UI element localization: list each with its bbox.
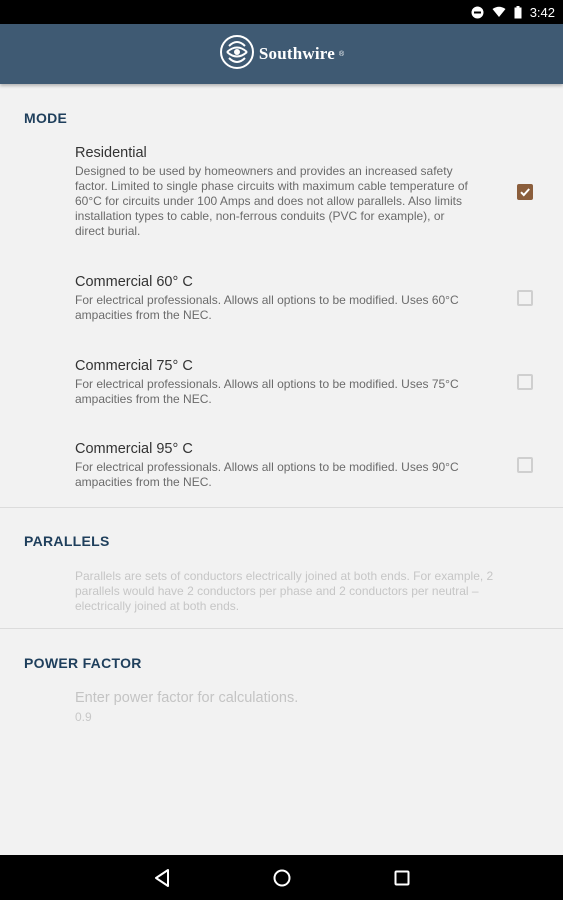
parallels-setting[interactable] <box>75 567 530 614</box>
mode-option-commercial-60[interactable] <box>75 273 475 323</box>
option-title: Commercial 75° C <box>75 358 193 374</box>
option-description: For electrical professionals. Allows all options to be modified. Uses 75°C ampacities from the NEC. <box>75 377 459 406</box>
section-divider <box>0 628 563 629</box>
status-bar <box>0 0 563 24</box>
brand-reg: ® <box>338 50 345 58</box>
power-factor-value: 0.9 <box>75 710 92 724</box>
southwire-logo-icon <box>219 34 255 75</box>
mode-header: MODE <box>24 110 68 126</box>
section-divider <box>0 507 563 508</box>
brand-name: Southwire <box>258 44 335 63</box>
recents-icon[interactable] <box>387 863 417 893</box>
commercial-95-checkbox[interactable] <box>517 457 533 473</box>
app-bar <box>0 24 563 84</box>
option-title: Commercial 60° C <box>75 274 193 290</box>
option-description: For electrical professionals. Allows all options to be modified. Uses 60°C ampacities from the NEC. <box>75 293 459 322</box>
mode-option-residential[interactable] <box>75 144 475 239</box>
option-title: Commercial 95° C <box>75 441 193 457</box>
settings-content <box>0 84 563 855</box>
home-icon[interactable] <box>267 863 297 893</box>
parallels-header: PARALLELS <box>24 533 110 549</box>
wifi-icon <box>492 6 506 18</box>
residential-checkbox[interactable] <box>517 184 533 200</box>
battery-icon <box>514 6 522 19</box>
mode-option-commercial-75[interactable] <box>75 357 475 407</box>
check-icon <box>519 186 531 198</box>
brand-logo <box>219 34 344 75</box>
commercial-75-checkbox[interactable] <box>517 374 533 390</box>
navigation-bar <box>0 855 563 900</box>
do-not-disturb-icon <box>471 6 484 19</box>
mode-option-commercial-95[interactable] <box>75 440 475 490</box>
power-factor-title[interactable]: Enter power factor for calculations. <box>75 690 299 706</box>
parallels-description: Parallels are sets of conductors electrically joined at both ends. For example, 2 parallels would have 2 conductors per phase and 2 conductors per neutral – electrically joined at both ends. <box>75 569 494 613</box>
back-icon[interactable] <box>147 863 177 893</box>
option-title: Residential <box>75 145 147 161</box>
power-factor-header: POWER FACTOR <box>24 655 142 671</box>
option-description: For electrical professionals. Allows all options to be modified. Uses 90°C ampacities from the NEC. <box>75 460 459 489</box>
option-description: Designed to be used by homeowners and provides an increased safety factor. Limited to single phase circuits with maximum cable temperature of 60°C for circuits under 100 Amps and does not allow parallels. Also limits installation types to cable, non-ferrous conduits (PVC for example), or direct burial. <box>75 164 468 238</box>
commercial-60-checkbox[interactable] <box>517 290 533 306</box>
status-time: 3:42 <box>529 4 555 20</box>
